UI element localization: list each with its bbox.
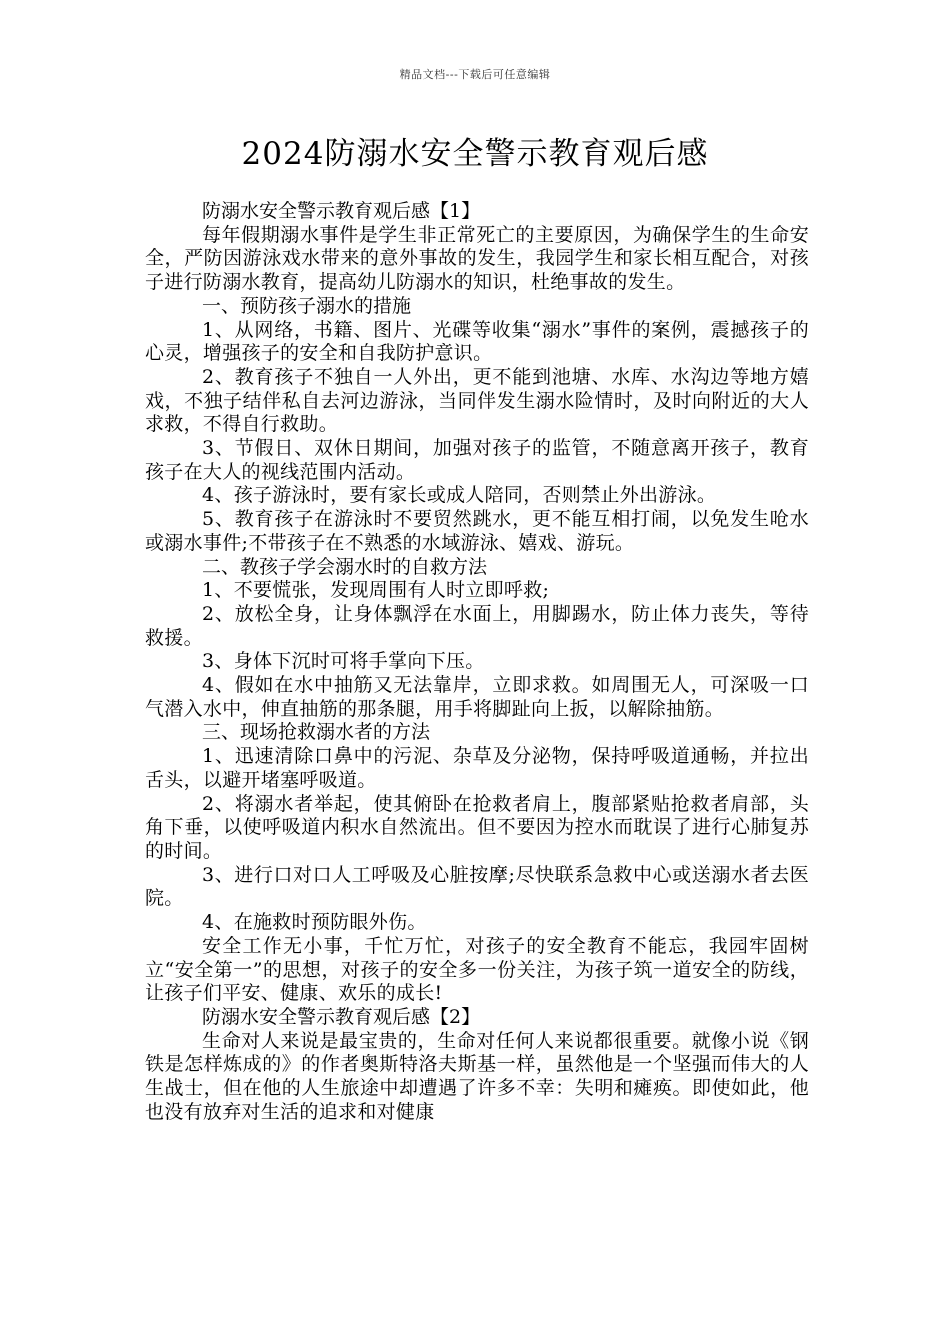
section-heading: 防溺水安全警示教育观后感【1】 xyxy=(202,200,481,222)
section-heading: 二、教孩子学会溺水时的自救方法 xyxy=(202,555,488,578)
document-body xyxy=(145,200,809,1124)
list-item: 1、迅速清除口鼻中的污泥、杂草及分泌物，保持呼吸道通畅，并拉出舌头，以避开堵塞呼吸道。 xyxy=(145,745,809,791)
list-item: 4、在施救时预防眼外伤。 xyxy=(202,911,427,934)
body-paragraph: 生命对人来说是最宝贵的，生命对任何人来说都很重要。就像小说《钢铁是怎样炼成的》的作者奥斯特洛夫斯基一样，虽然他是一个坚强而伟大的人生战士，但在他的人生旅途中却遭遇了许多不幸：失明和瘫痪。即使如此，他也没有放弃对生活的追求和对健康 xyxy=(145,1029,809,1123)
list-item: 4、孩子游泳时，要有家长或成人陪同，否则禁止外出游泳。 xyxy=(202,484,717,507)
list-item: 1、从网络，书籍、图片、光碟等收集“溺水”事件的案例，震撼孩子的心灵，增强孩子的安全和自我防护意识。 xyxy=(145,318,809,365)
list-item: 4、假如在水中抽筋又无法靠岸，立即求救。如周围无人，可深吸一口气潜入水中，伸直抽筋的那条腿，用手将脚趾向上扳，以解除抽筋。 xyxy=(145,674,809,720)
header-note: 精品文档---下载后可任意编辑 xyxy=(399,68,551,81)
document-title: 2024防溺水安全警示教育观后感 xyxy=(241,136,709,172)
list-item: 3、身体下沉时可将手掌向下压。 xyxy=(202,650,485,673)
list-item: 3、进行口对口人工呼吸及心脏按摩;尽快联系急救中心或送溺水者去医院。 xyxy=(145,863,809,910)
list-item: 2、教育孩子不独自一人外出，更不能到池塘、水库、水沟边等地方嬉戏，不独子结伴私自去河边游泳，当同伴发生溺水险情时，及时向附近的大人求救，不得自行救助。 xyxy=(145,365,809,436)
list-item: 2、放松全身，让身体飘浮在水面上，用脚踢水，防止体力丧失，等待救援。 xyxy=(145,602,809,649)
body-paragraph: 安全工作无小事，千忙万忙，对孩子的安全教育不能忘，我园牢固树立“安全第一”的思想，对孩子的安全多一份关注，为孩子筑一道安全的防线，让孩子们平安、健康、欢乐的成长! xyxy=(145,934,809,1005)
list-item: 3、节假日、双休日期间，加强对孩子的监管，不随意离开孩子，教育孩子在大人的视线范围内活动。 xyxy=(145,437,809,483)
section-heading: 一、预防孩子溺水的措施 xyxy=(202,294,412,317)
list-item: 2、将溺水者举起，使其俯卧在抢救者肩上，腹部紧贴抢救者肩部，头角下垂，以使呼吸道内积水自然流出。但不要因为控水而耽误了进行心肺复苏的时间。 xyxy=(145,792,809,862)
section-heading: 防溺水安全警示教育观后感【2】 xyxy=(202,1005,481,1028)
body-paragraph: 每年假期溺水事件是学生非正常死亡的主要原因，为确保学生的生命安全，严防因游泳戏水带来的意外事故的发生，我园学生和家长相互配合，对孩子进行防溺水教育，提高幼儿防溺水的知识，杜绝事故的发生。 xyxy=(145,223,809,294)
list-item: 1、不要慌张，发现周围有人时立即呼救; xyxy=(202,579,550,602)
list-item: 5、教育孩子在游泳时不要贸然跳水，更不能互相打闹，以免发生呛水或溺水事件;不带孩子在不熟悉的水域游泳、嬉戏、游玩。 xyxy=(145,508,809,554)
section-heading: 三、现场抢救溺水者的方法 xyxy=(202,721,431,744)
